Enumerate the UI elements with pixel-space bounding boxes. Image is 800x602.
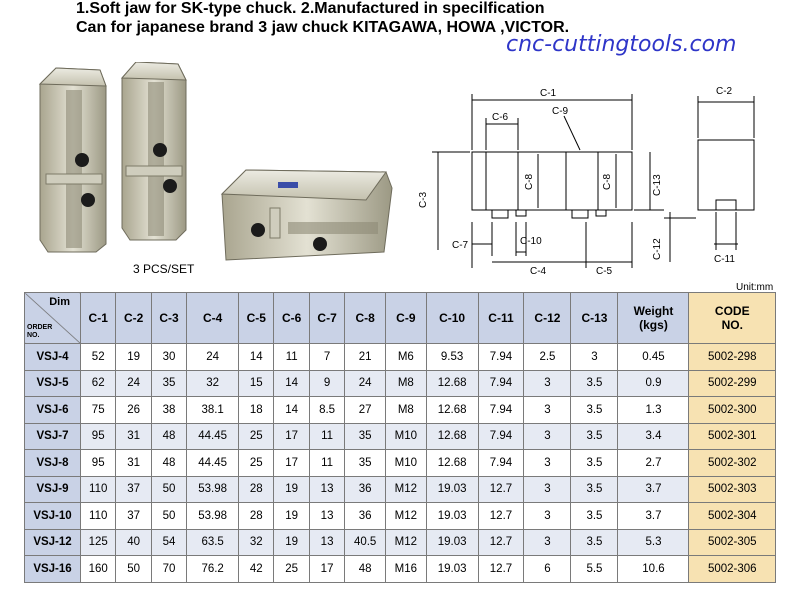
table-cell: 25 — [239, 450, 274, 477]
jaw-3 — [222, 170, 392, 260]
table-cell: 3 — [524, 476, 571, 503]
col-header-c2: C-2 — [116, 293, 151, 344]
table-cell: 3.7 — [618, 476, 689, 503]
table-cell: 3.5 — [571, 423, 618, 450]
table-cell: M12 — [386, 476, 427, 503]
label-c7: C-7 — [452, 240, 469, 251]
table-cell: 24 — [345, 370, 386, 397]
table-cell: 19 — [274, 503, 309, 530]
label-c8-left: C-8 — [524, 173, 535, 190]
table-cell: 110 — [81, 476, 116, 503]
table-cell: 3 — [524, 450, 571, 477]
table-cell: 75 — [81, 397, 116, 424]
table-cell: 13 — [309, 476, 344, 503]
table-row — [25, 423, 776, 450]
table-cell: M10 — [386, 423, 427, 450]
table-cell: 26 — [116, 397, 151, 424]
photo-caption: 3 PCS/SET — [133, 262, 195, 276]
table-cell: 17 — [274, 423, 309, 450]
technical-drawing — [416, 72, 796, 282]
table-cell: 3 — [571, 344, 618, 371]
table-cell: 38.1 — [187, 397, 239, 424]
corner-order-label — [27, 324, 52, 340]
table-cell: M16 — [386, 556, 427, 583]
table-cell: 12.7 — [478, 476, 524, 503]
table-cell: 42 — [239, 556, 274, 583]
col-header-code: CODE NO. — [689, 293, 776, 344]
corner-order-line-2: NO. — [27, 332, 40, 339]
table-cell: 24 — [187, 344, 239, 371]
col-header-c5: C-5 — [239, 293, 274, 344]
table-cell: 19.03 — [426, 476, 478, 503]
table-cell: 70 — [151, 556, 186, 583]
table-cell: 160 — [81, 556, 116, 583]
table-cell: 11 — [309, 423, 344, 450]
table-cell: 25 — [274, 556, 309, 583]
table-cell: 17 — [274, 450, 309, 477]
table-cell: 3.5 — [571, 529, 618, 556]
table-cell: 12.68 — [426, 450, 478, 477]
table-row — [25, 529, 776, 556]
col-header-c7: C-7 — [309, 293, 344, 344]
table-cell: 12.68 — [426, 423, 478, 450]
table-cell: 53.98 — [187, 476, 239, 503]
table-row — [25, 503, 776, 530]
label-c9: C-9 — [552, 106, 569, 117]
table-cell: 3 — [524, 370, 571, 397]
table-cell: 11 — [309, 450, 344, 477]
table-cell: 35 — [345, 450, 386, 477]
table-cell: 7 — [309, 344, 344, 371]
col-header-c11: C-11 — [478, 293, 524, 344]
table-cell: M8 — [386, 397, 427, 424]
table-cell: 40.5 — [345, 529, 386, 556]
col-header-c6: C-6 — [274, 293, 309, 344]
label-c6: C-6 — [492, 112, 509, 123]
table-cell: 48 — [151, 423, 186, 450]
header-row — [25, 293, 776, 344]
col-header-c4: C-4 — [187, 293, 239, 344]
table-cell: 2.5 — [524, 344, 571, 371]
table-cell: 25 — [239, 423, 274, 450]
table-cell: 40 — [116, 529, 151, 556]
corner-order-line-1: ORDER — [27, 324, 53, 331]
table-cell: 35 — [345, 423, 386, 450]
table-cell: 3.5 — [571, 450, 618, 477]
table-cell: 3.5 — [571, 397, 618, 424]
table-cell: 7.94 — [478, 450, 524, 477]
table-cell: 5.3 — [618, 529, 689, 556]
table-cell: 12.7 — [478, 503, 524, 530]
table-cell: 5.5 — [571, 556, 618, 583]
table-row — [25, 344, 776, 371]
table-cell: 95 — [81, 423, 116, 450]
table-cell: 3.5 — [571, 503, 618, 530]
code-no-cell: 5002-301 — [689, 423, 776, 450]
code-no-cell: 5002-298 — [689, 344, 776, 371]
label-c2: C-2 — [716, 86, 733, 97]
table-cell: 50 — [151, 476, 186, 503]
table-cell: 27 — [345, 397, 386, 424]
table-cell: 44.45 — [187, 450, 239, 477]
header-line-1: 1.Soft jaw for SK-type chuck. 2.Manufactured in specilfication — [76, 0, 545, 17]
table-cell: 62 — [81, 370, 116, 397]
table-cell: 19.03 — [426, 529, 478, 556]
label-c8-right: C-8 — [602, 173, 613, 190]
table-cell: 13 — [309, 503, 344, 530]
table-cell: 19.03 — [426, 503, 478, 530]
label-c11: C-11 — [714, 254, 735, 265]
table-cell: 3.5 — [571, 370, 618, 397]
table-cell: 50 — [151, 503, 186, 530]
table-cell: 19 — [274, 476, 309, 503]
table-cell: 21 — [345, 344, 386, 371]
table-cell: 52 — [81, 344, 116, 371]
order-no-cell: VSJ-6 — [25, 397, 81, 424]
table-cell: 10.6 — [618, 556, 689, 583]
table-cell: M10 — [386, 450, 427, 477]
table-cell: M6 — [386, 344, 427, 371]
code-no-cell: 5002-299 — [689, 370, 776, 397]
code-no-cell: 5002-302 — [689, 450, 776, 477]
code-no-cell: 5002-306 — [689, 556, 776, 583]
table-row — [25, 556, 776, 583]
table-cell: 35 — [151, 370, 186, 397]
table-cell: 3 — [524, 529, 571, 556]
table-row — [25, 450, 776, 477]
table-cell: 36 — [345, 476, 386, 503]
product-photo — [26, 62, 398, 272]
order-no-cell: VSJ-9 — [25, 476, 81, 503]
table-cell: 32 — [239, 529, 274, 556]
table-cell: 3.5 — [571, 476, 618, 503]
table-cell: 9.53 — [426, 344, 478, 371]
table-cell: 110 — [81, 503, 116, 530]
label-c4: C-4 — [530, 266, 547, 277]
table-cell: 6 — [524, 556, 571, 583]
table-cell: 32 — [187, 370, 239, 397]
table-cell: 54 — [151, 529, 186, 556]
watermark: cnc-cuttingtools.com — [506, 32, 737, 57]
table-cell: 48 — [151, 450, 186, 477]
table-cell: M12 — [386, 529, 427, 556]
table-cell: 19 — [116, 344, 151, 371]
col-header-c12: C-12 — [524, 293, 571, 344]
table-cell: 2.7 — [618, 450, 689, 477]
order-no-cell: VSJ-10 — [25, 503, 81, 530]
col-header-c9: C-9 — [386, 293, 427, 344]
label-c1: C-1 — [540, 88, 557, 99]
table-cell: 7.94 — [478, 423, 524, 450]
header-line-2: Can for japanese brand 3 jaw chuck KITAGAWA, HOWA ,VICTOR. — [76, 19, 570, 36]
table-cell: 76.2 — [187, 556, 239, 583]
table-cell: 11 — [274, 344, 309, 371]
order-no-cell: VSJ-12 — [25, 529, 81, 556]
table-cell: 3 — [524, 397, 571, 424]
table-cell: 36 — [345, 503, 386, 530]
code-no-cell: 5002-300 — [689, 397, 776, 424]
col-header-c10: C-10 — [426, 293, 478, 344]
table-cell: 12.68 — [426, 397, 478, 424]
col-header-weight: Weight (kgs) — [618, 293, 689, 344]
label-c12: C-12 — [652, 238, 663, 260]
table-cell: 1.3 — [618, 397, 689, 424]
unit-label: Unit:mm — [736, 282, 774, 293]
table-cell: 44.45 — [187, 423, 239, 450]
col-header-c8: C-8 — [345, 293, 386, 344]
col-header-c13: C-13 — [571, 293, 618, 344]
table-cell: 37 — [116, 476, 151, 503]
code-no-cell: 5002-305 — [689, 529, 776, 556]
table-cell: 3 — [524, 423, 571, 450]
table-cell: 3.7 — [618, 503, 689, 530]
table-cell: 48 — [345, 556, 386, 583]
table-cell: 125 — [81, 529, 116, 556]
order-no-cell: VSJ-8 — [25, 450, 81, 477]
table-cell: 13 — [309, 529, 344, 556]
table-cell: 7.94 — [478, 370, 524, 397]
table-cell: 14 — [239, 344, 274, 371]
jaw-2 — [122, 62, 186, 240]
table-cell: M12 — [386, 503, 427, 530]
table-row — [25, 476, 776, 503]
table-cell: 3 — [524, 503, 571, 530]
label-c5: C-5 — [596, 266, 613, 277]
table-cell: 12.7 — [478, 556, 524, 583]
table-cell: 37 — [116, 503, 151, 530]
table-cell: 9 — [309, 370, 344, 397]
table-cell: 28 — [239, 503, 274, 530]
table-cell: 38 — [151, 397, 186, 424]
order-no-cell: VSJ-5 — [25, 370, 81, 397]
table-cell: 14 — [274, 397, 309, 424]
code-no-cell: 5002-304 — [689, 503, 776, 530]
label-c13: C-13 — [652, 174, 663, 196]
table-cell: 7.94 — [478, 397, 524, 424]
table-row — [25, 370, 776, 397]
table-cell: 95 — [81, 450, 116, 477]
table-cell: 19 — [274, 529, 309, 556]
table-cell: 12.7 — [478, 529, 524, 556]
table-cell: 12.68 — [426, 370, 478, 397]
jaw-1 — [40, 68, 106, 252]
label-c3: C-3 — [418, 191, 429, 208]
corner-dim-label: Dim — [49, 296, 70, 308]
table-cell: 14 — [274, 370, 309, 397]
col-header-c3: C-3 — [151, 293, 186, 344]
order-no-cell: VSJ-4 — [25, 344, 81, 371]
table-cell: 19.03 — [426, 556, 478, 583]
order-no-cell: VSJ-7 — [25, 423, 81, 450]
table-cell: 17 — [309, 556, 344, 583]
table-cell: 50 — [116, 556, 151, 583]
order-no-cell: VSJ-16 — [25, 556, 81, 583]
table-cell: 18 — [239, 397, 274, 424]
table-cell: 28 — [239, 476, 274, 503]
table-cell: 15 — [239, 370, 274, 397]
corner-cell — [25, 293, 81, 344]
table-cell: 3.4 — [618, 423, 689, 450]
table-cell: 0.9 — [618, 370, 689, 397]
code-no-cell: 5002-303 — [689, 476, 776, 503]
table-cell: 8.5 — [309, 397, 344, 424]
table-cell: 30 — [151, 344, 186, 371]
table-cell: M8 — [386, 370, 427, 397]
table-cell: 31 — [116, 423, 151, 450]
col-header-c1: C-1 — [81, 293, 116, 344]
table-cell: 24 — [116, 370, 151, 397]
table-cell: 53.98 — [187, 503, 239, 530]
table-cell: 63.5 — [187, 529, 239, 556]
table-cell: 7.94 — [478, 344, 524, 371]
spec-table — [24, 292, 776, 583]
table-cell: 0.45 — [618, 344, 689, 371]
table-cell: 31 — [116, 450, 151, 477]
label-c10: C-10 — [520, 236, 542, 247]
table-row — [25, 397, 776, 424]
